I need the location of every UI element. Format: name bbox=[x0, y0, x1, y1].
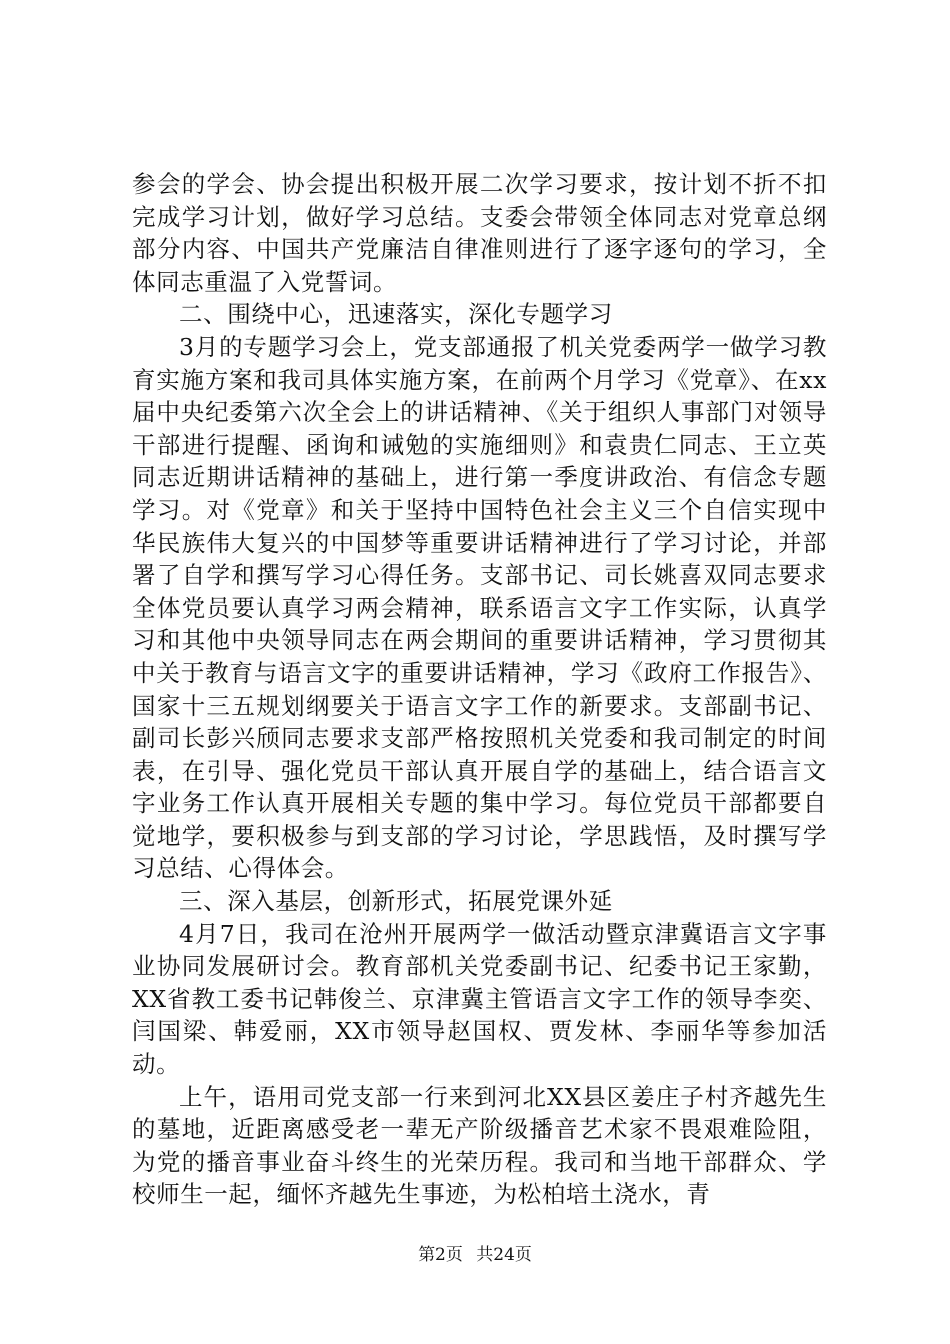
section-heading-3: 三、深入基层，创新形式，拓展党课外延 bbox=[179, 887, 613, 916]
page-number: 第2页 bbox=[418, 1245, 463, 1265]
paragraph-morning-visit: 上午，语用司党支部一行来到河北XX县区姜庄子村齐越先生的墓地，近距离感受老一辈无产阶级播音艺术家不畏艰难险阻，为党的播音事业奋斗终生的光荣历程。我司和当地干部群众、学校师生一起，缅怀齐越先生事迹，为松柏培土浇水，青 bbox=[132, 1082, 827, 1209]
paragraph-continuation: 参会的学会、协会提出积极开展二次学习要求，按计划不折不扣完成学习计划，做好学习总结。支委会带领全体同志对党章总纲部分内容、中国共产党廉洁自律准则进行了逐字逐句的学习，全体同志重温了入党誓词。 bbox=[132, 170, 827, 296]
section-heading-2: 二、围绕中心，迅速落实，深化专题学习 bbox=[179, 300, 613, 329]
page-footer bbox=[0, 1240, 950, 1265]
document-body bbox=[132, 168, 827, 1211]
paragraph-april-event: 4月7日，我司在沧州开展两学一做活动暨京津冀语言文字事业协同发展研讨会。教育部机关党委副书记、纪委书记王家勤，XX省教工委书记韩俊兰、京津冀主管语言文字工作的领导李奕、闫国梁、韩爱丽，XX市领导赵国权、贾发林、李丽华等参加活动。 bbox=[132, 919, 827, 1079]
paragraph-march-study: 3月的专题学习会上，党支部通报了机关党委两学一做学习教育实施方案和我司具体实施方案，在前两个月学习《党章》、在xx届中央纪委第六次全会上的讲话精神、《关于组织人事部门对领导干部进行提醒、函询和诫勉的实施细则》和袁贵仁同志、王立英同志近期讲话精神的基础上，进行第一季度讲政治、有信念专题学习。对《党章》和关于坚持中国特色社会主义三个自信实现中华民族伟大复兴的中国梦等重要讲话精神进行了学习讨论，并部署了自学和撰写学习心得任务。支部书记、司长姚喜双同志要求全体党员要认真学习两会精神，联系语言文字工作实际，认真学习和其他中央领导同志在两会期间的重要讲话精神，学习贯彻其中关于教育与语言文字的重要讲话精神，学习《政府工作报告》、国家十三五规划纲要关于语言文字工作的新要求。支部副书记、副司长彭兴颀同志要求支部严格按照机关党委和我司制定的时间表，在引导、强化党员干部认真开展自学的基础上，结合语言文字业务工作认真开展相关专题的集中学习。每位党员干部都要自觉地学，要积极参与到支部的学习讨论，学思践悟，及时撰写学习总结、心得体会。 bbox=[132, 332, 827, 883]
page-total: 共24页 bbox=[476, 1245, 532, 1265]
